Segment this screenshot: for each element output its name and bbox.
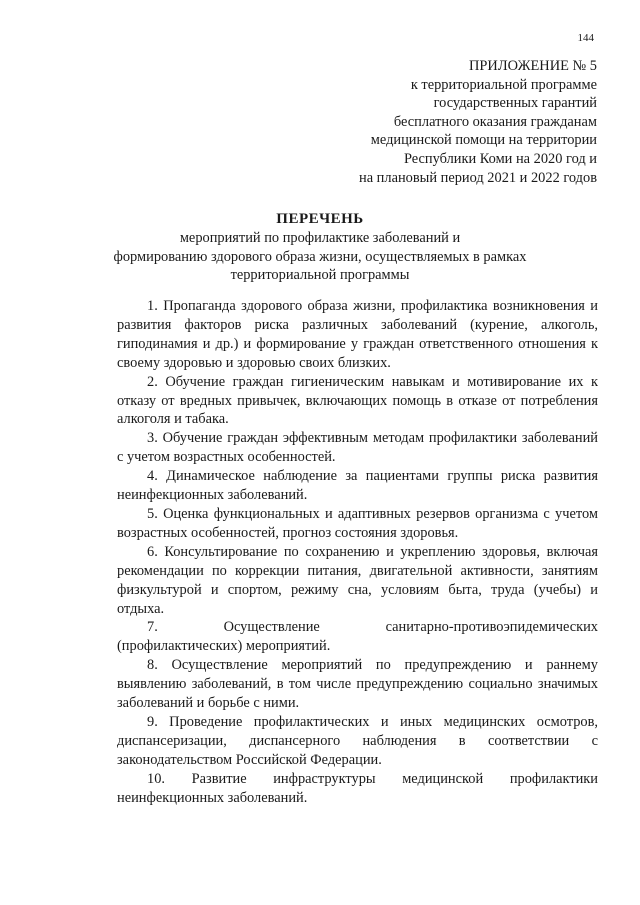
- list-item: 5. Оценка функциональных и адаптивных резервов организма с учетом возрастных особенностей, прогноз состояния здоровья.: [117, 505, 598, 541]
- list-item: 8. Осуществление мероприятий по предупреждению и раннему выявлению заболеваний, в том числе предупреждению социально значимых заболеваний и борьбе с ними.: [117, 657, 598, 712]
- title-block: [0, 210, 640, 285]
- appendix-line: к территориальной программе: [410, 76, 597, 93]
- appendix-line: государственных гарантий: [433, 95, 597, 112]
- appendix-line: бесплатного оказания гражданам: [393, 113, 597, 130]
- appendix-line: на плановый период 2021 и 2022 годов: [359, 169, 597, 186]
- list-item: 2. Обучение граждан гигиеническим навыкам и мотивирование их к отказу от вредных привычек, включающих помощь в отказе от потребления алкоголя и табака.: [117, 373, 598, 428]
- list-item: 6. Консультирование по сохранению и укреплению здоровья, включая рекомендации по коррекции питания, двигательной активности, занятиям физкультурой и спортом, режиму сна, условиям быта, труда (учебы) и отдыха.: [117, 543, 598, 617]
- measures-list: [117, 297, 598, 807]
- document-title: ПЕРЕЧЕНЬ: [276, 211, 364, 227]
- list-item: 7. Осуществление санитарно-противоэпидемических (профилактических) мероприятий.: [117, 619, 598, 655]
- subtitle-line: формированию здорового образа жизни, осуществляемых в рамках: [113, 248, 527, 265]
- document-subtitle: [0, 229, 640, 285]
- page-number: 144: [577, 32, 594, 44]
- appendix-line: медицинской помощи на территории: [370, 132, 597, 149]
- list-item: 3. Обучение граждан эффективным методам профилактики заболеваний с учетом возрастных особенностей.: [117, 430, 598, 466]
- list-item: 4. Динамическое наблюдение за пациентами группы риска развития неинфекционных заболеваний.: [117, 468, 598, 504]
- appendix-line: ПРИЛОЖЕНИЕ № 5: [469, 58, 597, 74]
- list-item: 9. Проведение профилактических и иных медицинских осмотров, диспансеризации, диспансерного наблюдения в соответствии с законодательством Российской Федерации.: [117, 713, 598, 768]
- list-item: 10. Развитие инфраструктуры медицинской профилактики неинфекционных заболеваний.: [117, 770, 598, 806]
- list-item: 1. Пропаганда здорового образа жизни, профилактика возникновения и развития факторов риска различных заболеваний (курение, алкоголь, гиподинамия и др.) и формирование у граждан ответственного отношения к своему здоровью и здоровью своих близких.: [117, 298, 598, 371]
- appendix-header: [359, 57, 597, 187]
- subtitle-line: мероприятий по профилактике заболеваний и: [179, 230, 461, 246]
- subtitle-line: территориальной программы: [230, 267, 410, 284]
- appendix-line: Республики Коми на 2020 год и: [403, 150, 597, 167]
